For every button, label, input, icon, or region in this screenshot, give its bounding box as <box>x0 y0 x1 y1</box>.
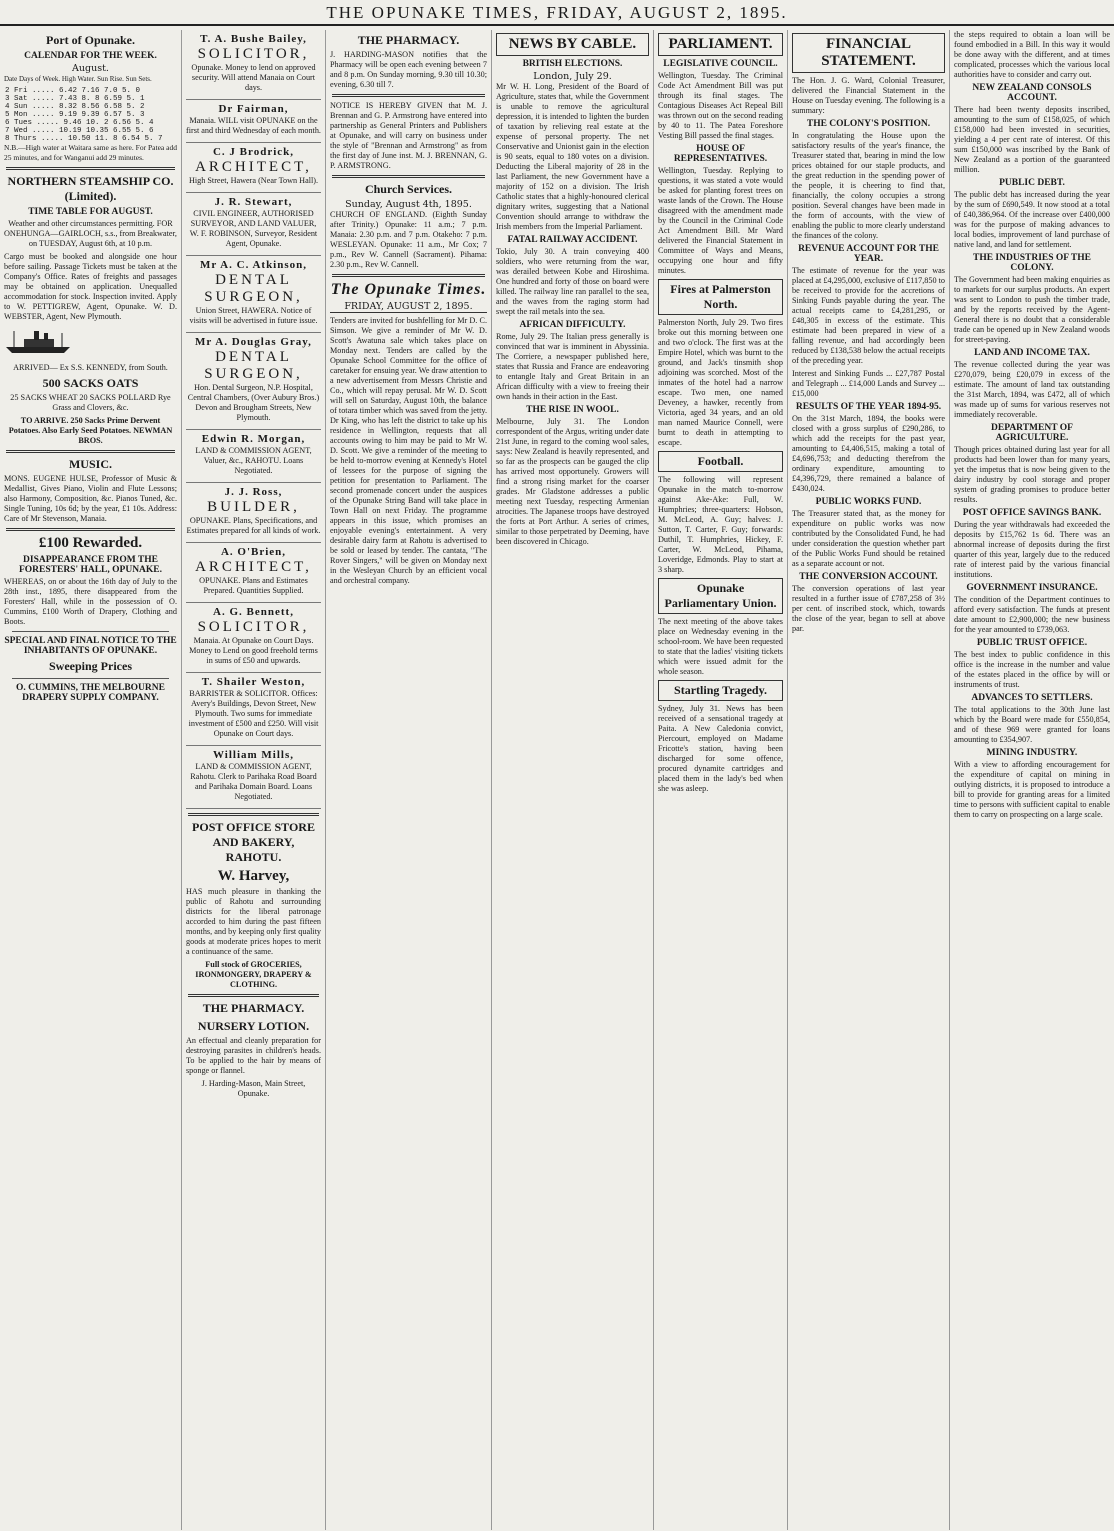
nursery-text: An effectual and cleanly preparation for destroying parasites in children's heads. To be applied to the hair by means of sponge or flannel. <box>186 1036 321 1075</box>
elections-text: Mr W. H. Long, President of the Board of Agriculture, states that, while the Government is unable to remove the agricultural depression, it is intended to lighten the burden of taxation by relieving real estate at the expense of personal property. The net Conservative and Unionist gain in the election is 90 seats, equal to 180 votes on a division. Deducting the Liberal majority of 28 in the last Parliament, the new Government have a majority of 152 on a division. The Irish Catholic states that a highly-honoured clerical dignitary writes, suggesting that a National Convention should arrange to withdraw the Irish members from the Imperial Parliament. <box>496 82 649 231</box>
elections-title: BRITISH ELECTIONS. <box>522 59 623 69</box>
tide-row <box>4 119 177 127</box>
savings-title: POST OFFICE SAVINGS BANK. <box>962 508 1102 518</box>
council-title: LEGISLATIVE COUNCIL. <box>663 59 778 69</box>
classified-ad <box>186 486 321 543</box>
ad-title: A. O'Brien, <box>220 546 287 558</box>
arrived-text: ARRIVED— Ex S.S. KENNEDY, from South. <box>13 363 168 372</box>
industries-text: The Government had been making enquiries as to markets for our surplus products. An expert was sent to London to push the timber trade, and by the reports received by the Agent-General there is no doubt that a considerable trade can be opened up in New Zealand woods for street-paving. <box>954 275 1110 344</box>
consols-title: NEW ZEALAND CONSOLS ACCOUNT. <box>972 83 1092 103</box>
settlers-title: ADVANCES TO SETTLERS. <box>971 693 1093 703</box>
loans-text: the steps required to obtain a loan will be found embodied in a Bill. In this way it would be done away with the different, and at times complicated, processes which the various local authorities have to consider and carry out. <box>954 30 1110 79</box>
house-title: HOUSE OF REPRESENTATIVES. <box>673 144 768 164</box>
mining-title: MINING INDUSTRY. <box>986 748 1078 758</box>
classified-ad <box>186 336 321 430</box>
council-text: Wellington, Tuesday. The Criminal Code Act Amendment Bill was put through its final stages. The Contagious Diseases Act Repeal Bill was thrown out on the second reading by 40 to 11. The Patea Foreshore Vesting Bill passed the final stages. <box>658 71 783 140</box>
debt-text: The public debt has increased during the year by the sum of £690,549. It now stood at a total of £40,386,964. Of the increase over £400,000 was for the purpose of making advances to local bodies, improvement of land purchase of native land, and land for settlement. <box>954 190 1110 249</box>
ad-heading: SOLICITOR, <box>197 619 310 635</box>
cable-news-title: NEWS BY CABLE. <box>496 33 649 56</box>
church-title: Church Services. <box>364 182 453 196</box>
music-text: MONS. EUGENE HULSE, Professor of Music & Medallist, Gives Piano, Violin and Flute Lessons; also Harmony, Composition, &c. Pianos Tuned, &c. Single Tuning, 10s 6d; by the year, £1 10s. Address: Care of Mr Stevenson, Manaia. <box>4 474 177 523</box>
tax-text: The revenue collected during the year was £270,079, being £20,079 in excess of the estimate. The amount of land tax outstanding the 31st March, 1894, was £472, all of which was made up of sums for various reserves not immediately recoverable. <box>954 360 1110 419</box>
ad-heading: DENTAL SURGEON, <box>204 272 303 305</box>
tide-note: N.B.—High water at Waitara same as here. For Patea add 25 minutes, and for Wanganui add 29 minutes. <box>4 143 177 162</box>
works-title: PUBLIC WORKS FUND. <box>815 497 922 507</box>
ad-text: LAND & COMMISSION AGENT, Rahotu. Clerk to Parihaka Road Board and Parihaka Domain Board. Loans Negotiated. <box>190 762 317 801</box>
african-title: AFRICAN DIFFICULTY. <box>519 320 626 330</box>
ad-title: A. G. Bennett, <box>213 606 294 618</box>
partnership-notice: NOTICE IS HEREBY GIVEN that M. J. Brennan and G. P. Armstrong have entered into partnership as General Printers and Publishers at Opunake, and will carry on business under the style of "Brennan and Armstrong" as from the first day of June inst. M. J. BRENNAN, G. P. ARMSTRONG. <box>330 101 487 170</box>
agriculture-title: DEPARTMENT OF AGRICULTURE. <box>991 423 1073 443</box>
agriculture-text: Though prices obtained during last year for all products had been lower than for many years, yet the impetus that is now being given to the dairy industry by cool storage and proper system of grading promises to produce better results. <box>954 445 1110 504</box>
debt-title: PUBLIC DEBT. <box>999 178 1065 188</box>
ad-text: BARRISTER & SOLICITOR. Offices: Avery's Buildings, Devon Street, New Plymouth. Two sums for immediate investment of £500 and £250. Will visit Opunake on Court days. <box>188 689 319 738</box>
classified-ad <box>186 33 321 100</box>
calendar-month: August. <box>72 63 109 74</box>
ad-text: Union Street, HAWERA. Notice of visits will be advertised in future issue. <box>189 306 318 325</box>
parliament-title: PARLIAMENT. <box>658 33 783 56</box>
classified-ad <box>186 103 321 143</box>
wool-text: Melbourne, July 31. The London correspondent of the Argus, writing under date 21st June, in regard to the coming wool sales, says: New Zealand is heavily represented, and so far as the prospects can be gauged the clip has arrived most opportunely. Growers will find a strong rising market for the coarser grades. Mr Gladstone addresses a public meeting next Tuesday, respecting Armenian atrocities. The Japanese troops have destroyed the forts at Port Arthur. A series of crimes, similar to those perpetrated by Deeming, have been discovered in Chicago. <box>496 417 649 546</box>
fatal-title: FATAL RAILWAY ACCIDENT. <box>507 235 638 245</box>
column-3 <box>326 30 492 1530</box>
ad-heading: ARCHITECT, <box>195 159 312 175</box>
tide-cell: 2 Fri ..... 6.42 7.16 7.0 5. 0 <box>5 87 141 95</box>
ad-heading: SOLICITOR, <box>197 46 310 62</box>
revenue-title: REVENUE ACCOUNT FOR THE YEAR. <box>798 244 939 264</box>
classified-ad <box>186 146 321 193</box>
tide-cell: 6 Tues ..... 9.46 10. 2 6.56 5. 4 <box>5 119 154 127</box>
tragedy-title: Startling Tragedy. <box>658 680 783 701</box>
ad-text: Opunake. Money to lend on approved security. Will attend Manaia on Court days. <box>191 63 316 92</box>
tide-row <box>4 103 177 111</box>
steamship-icon <box>4 329 74 355</box>
ad-title: Dr Fairman, <box>218 103 289 115</box>
union-title: Opunake Parliamentary Union. <box>658 578 783 614</box>
classified-ad <box>186 196 321 256</box>
pharmacy-title-2: THE PHARMACY. <box>202 1001 305 1015</box>
classified-ad <box>186 606 321 673</box>
ad-title: William Mills, <box>212 749 295 761</box>
steamship-title: NORTHERN STEAMSHIP CO. (Limited). <box>7 174 174 203</box>
revenue-text: The estimate of revenue for the year was placed at £4,295,000, exclusive of £117,850 to be received to provide for the accretions of Sinking Funds payable during the year. The actual receipts came to £4,281,295, or £48,305 in excess of the estimate. This estimate had been prepared in view of a falling revenue, and had accordingly been reduced by £138,538 below the actual receipts of the preceding year. <box>792 266 945 365</box>
ad-title: J. R. Stewart, <box>214 196 293 208</box>
tide-cell: 4 Sun ..... 8.32 8.56 6.58 5. 2 <box>5 103 145 111</box>
ad-title: Mr A. C. Atkinson, <box>199 259 308 271</box>
church-text: CHURCH OF ENGLAND. (Eighth Sunday after Trinity.) Opunake: 11 a.m.; 7 p.m. Manaia: 2.30 p.m. and 7 p.m. Otakeho: 7 p.m. WESLEYAN. Opunake: 11 a.m., Mr Cox; 7 p.m., Rev W. Cannell (Sacrament). Pihama: 2.30 p.m., Rev W. Cannell. <box>330 210 487 269</box>
tide-table <box>4 87 177 143</box>
tide-cell: 3 Sat ..... 7.43 8. 8 6.59 5. 1 <box>5 95 145 103</box>
ad-heading: ARCHITECT, <box>195 559 312 575</box>
disappearance-title: DISAPPEARANCE FROM THE FORESTERS' HALL, OPUNAKE. <box>18 555 163 575</box>
ad-text: OPUNAKE. Plans and Estimates Prepared. Quantities Supplied. <box>199 576 308 595</box>
music-title: MUSIC. <box>68 457 112 471</box>
cargo-text: Cargo must be booked and alongside one hour before sailing. Passage Tickets must be taken at the Company's Office. Rates of freights and passages may be obtained on application. Unequalled accommodation for stock. Inspection invited. Apply to W. PETTIGREW, Agent, Opunake. W. D. WEBSTER, Agent, New Plymouth. <box>4 252 177 321</box>
pharmacy-title: THE PHARMACY. <box>357 33 460 47</box>
ad-title: T. A. Bushe Bailey, <box>200 33 307 45</box>
reward-text: WHEREAS, on or about the 16th day of July to the 28th inst., 1895, there disappeared from the Foresters' Hall, while in the possession of O. Cummins, £100 Worth of Drapery, Clothing and Boots. <box>4 577 177 626</box>
sweeping-prices: Sweeping Prices <box>49 659 132 673</box>
elections-dateline: London, July 29. <box>533 71 612 82</box>
tide-row <box>4 87 177 95</box>
church-date: Sunday, August 4th, 1895. <box>345 199 472 210</box>
reward-title: £100 Rewarded. <box>38 535 143 551</box>
trust-title: PUBLIC TRUST OFFICE. <box>976 638 1088 648</box>
ad-text: Manaia. At Opunake on Court Days. Money to Lend on good freehold terms in sums of £50 and upwards. <box>189 636 318 665</box>
results-title: RESULTS OF THE YEAR 1894-95. <box>795 402 942 412</box>
insurance-title: GOVERNMENT INSURANCE. <box>966 583 1098 593</box>
ad-heading: DENTAL SURGEON, <box>204 349 303 382</box>
ad-text: CIVIL ENGINEER, AUTHORISED SURVEYOR, AND LAND VALUER, W. F. ROBINSON, Surveyor, Resident Agent, Opunake. <box>189 209 318 248</box>
cummins-signoff: O. CUMMINS, THE MELBOURNE DRAPERY SUPPLY COMPANY. <box>16 683 165 703</box>
tax-title: LAND AND INCOME TAX. <box>974 348 1090 358</box>
classified-ad <box>186 749 321 809</box>
tide-row <box>4 95 177 103</box>
ad-text: Manaia. WILL visit OPUNAKE on the first and third Wednesday of each month. <box>186 116 321 135</box>
financial-title: FINANCIAL STATEMENT. <box>792 33 945 73</box>
ad-text: OPUNAKE. Plans, Specifications, and Estimates prepared for all kinds of work. <box>186 516 321 535</box>
ad-text: LAND & COMMISSION AGENT, Valuer, &c., RAHOTU. Loans Negotiated. <box>195 446 312 475</box>
classified-ad <box>186 259 321 333</box>
timetable-text: Weather and other circumstances permitting. FOR ONEHUNGA—GAIRLOCH, s.s., from Breakwater, on TUESDAY, August 6th, at 10 p.m. <box>4 219 177 248</box>
port-title: Port of Opunake. <box>45 33 135 47</box>
ads-list <box>186 33 321 809</box>
tide-row <box>4 135 177 143</box>
fires-title: Fires at Palmerston North. <box>658 279 783 315</box>
conversion-title: THE CONVERSION ACCOUNT. <box>799 572 938 582</box>
savings-text: During the year withdrawals had exceeded the deposits by £15,762 1s 6d. There was an abnormal increase of deposits during the first quarter of this year, largely due to the reduced rate of interest paid by the various financial institutions. <box>954 520 1110 579</box>
financial-intro: The Hon. J. G. Ward, Colonial Treasurer, delivered the Financial Statement in the House on Tuesday evening. The following is a summary: <box>792 76 945 115</box>
ad-title: J. J. Ross, <box>224 486 283 498</box>
tide-cell: 8 Thurs ..... 10.50 11. 8 6.54 5. 7 <box>5 135 163 143</box>
mining-text: With a view to affording encouragement for the expenditure of capital on mining in outlying districts, it is proposed to introduce a bill to provide for granting areas for a limited time to persons with sufficient capital to enable them to carry on prospecting on a large scale. <box>954 760 1110 819</box>
football-title: Football. <box>658 451 783 472</box>
to-arrive-text: TO ARRIVE. 250 Sacks Prime Derwent Potatoes. Also Early Seed Potatoes. NEWMAN BROS. <box>8 416 173 445</box>
works-text: The Treasurer stated that, as the money for expenditure on public works was now contributed by the Consolidated Fund, he had under consideration the question whether part of the Public Works Fund should be retained as a separate account or not. <box>792 509 945 568</box>
union-text: The next meeting of the above takes place on Wednesday evening in the school-room. We have been requested to state that the ladies' visiting tickets which were issued admit for the whole season. <box>658 617 783 676</box>
harding-text: J. Harding-Mason, Main Street, Opunake. <box>201 1079 306 1098</box>
position-title: THE COLONY'S POSITION. <box>806 119 931 129</box>
conversion-text: The conversion operations of last year resulted in a further issue of £787,258 of 3½ per cent. of inscribed stock, which, towards the close of the year, began to sell at above par. <box>792 584 945 633</box>
consols-text: There had been twenty deposits inscribed, amounting to the sum of £158,025, of which £158,000 had been invested in securities, yielding a 4 per cent rate of interest. Of this sum £150,000 was inscribed by the Bank of New Zealand as a portion of the guaranteed million. <box>954 105 1110 174</box>
football-text: The following will represent Opunake in the match to-morrow against Ake-Ake: Full, W. Humphries; three-quarters: Hobson, M. McLeod, A. Guy; halves: J. Sutton, T. Carter, F. Guy; forwards: Duthil, T. Humphries, Hickey, F. Carter, W. McLeod, Pihama, Loveridge, Edmonds. Play to start at 3 sharp. <box>658 475 783 574</box>
ad-title: C. J Brodrick, <box>212 146 295 158</box>
special-notice: SPECIAL AND FINAL NOTICE TO THE INHABITANTS OF OPUNAKE. <box>4 636 177 656</box>
results-text: On the 31st March, 1894, the books were closed with a gross surplus of £290,286, to which add the receipts for the past year, amounting to £4,406,515, making a total of £4,696,753; and deducting therefrom the ordinary expenditure, amounting to £4,396,729, there remained a balance of £430,024. <box>792 414 945 493</box>
settlers-text: The total applications to the 30th June last which by the Board were made for £550,854, and of these 969 were granted for loans amounting to £354,907. <box>954 705 1110 744</box>
calendar-title: CALENDAR FOR THE WEEK. <box>24 51 157 61</box>
tide-header: Date Days of Week. High Water. Sun Rise. Sun Sets. <box>4 75 152 83</box>
ad-title: Mr A. Douglas Gray, <box>195 336 312 348</box>
nursery-title: NURSERY LOTION. <box>197 1019 310 1033</box>
column-7 <box>950 30 1114 1530</box>
ad-title: Edwin R. Morgan, <box>201 433 306 445</box>
fatal-text: Tokio, July 30. A train conveying 400 soldiers, who were returning from the war, was derailed between Kobe and Hiroshima. One hundred and forty of those on board were killed. The railway line ran parallel to the sea, and the waves from the raging storm had swept the rail metals into the sea. <box>496 247 649 316</box>
local-news: Tenders are invited for bushfelling for Mr D. C. Simson. We give a reminder of Mr W. D. Scott's Awatuna sale which takes place on Monday next. Tenders are called by the Opunake School Committee for the office of caretaker for ensuing year. We draw attention to a new advertisement from Messrs Christie and Co., which will repay perusal. Mr W. D. Scott will sell on Saturday, August 10th, the balance of totara timber which was saved from the jetty. Dr King, who has left the district to take up his residence in Wellington, requests that all accounts owing to him may be paid to Mr W. D. Scott. We give a reminder of the meeting to be held to-morrow evening at Kennedy's Hotel of lessees for the purpose of signing the petition for presentation to Parliament. The second promenade concert under the auspices of the Opunake String Band will take place in Town Hall on next Friday. The programme appears in this issue, which promises an enjoyable evening's entertainment. A very desirable dairy farm at Rahotu is advertised to be sold or leased by tender. The cantata, "The Rover Singers," will be given on Monday next in the Wesleyan Church by an efficient vocal and orchestral company. <box>330 316 487 585</box>
tide-row <box>4 127 177 135</box>
classified-ad <box>186 433 321 483</box>
column-1 <box>0 30 182 1530</box>
harvey-text: HAS much pleasure in thanking the public of Rahotu and surrounding districts for the liberal patronage accorded to him during the past fifteen months, and by keeping only first quality goods at moderate prices hopes to merit a continuance of the same. <box>186 887 321 956</box>
paper-title: The Opunake Times. <box>330 281 487 298</box>
fires-text: Palmerston North, July 29. Two fires broke out this morning between one and two o'clock. The first was at the Empire Hotel, which was burnt to the ground, and Jack's tinsmith shop adjoining was scorched. Most of the inmates of the hotel had a narrow escape. Two men, one named Deveney, a hawker, recently from Victoria, aged 34 years, and an old man named Maurice Connell, were burnt to death in attempting to escape. <box>658 318 783 447</box>
oats-text: 500 SACKS OATS <box>42 376 139 390</box>
wool-title: THE RISE IN WOOL. <box>526 405 619 415</box>
ad-heading: BUILDER, <box>207 499 300 515</box>
groceries-text: Full stock of GROCERIES, IRONMONGERY, DRAPERY & CLOTHING. <box>195 960 312 989</box>
african-text: Rome, July 29. The Italian press generally is convinced that war is imminent in Abyssinia. The Corriere, a newspaper published here, states that Russia and France are endeavoring to entangle Italy and Great Britain in an African difficulty with a view to freeing their own hands in their action in the East. <box>496 332 649 401</box>
harvey-title: W. Harvey, <box>217 868 290 884</box>
column-4 <box>492 30 654 1530</box>
paper-date: FRIDAY, AUGUST 2, 1895. <box>330 301 487 313</box>
column-6 <box>788 30 950 1530</box>
ad-text: High Street, Hawera (Near Town Hall). <box>188 176 319 185</box>
classified-ad <box>186 676 321 746</box>
tide-row <box>4 111 177 119</box>
position-text: In congratulating the House upon the satisfactory results of the year's finance, the Treasurer stated that, bearing in mind the low prices obtained for our staple products, and the great reduction in the spending power of the people, it is cheering to find that, financially, the colony occupies a strong position. Several changes have been made in the form of accounts, with the view of enabling the public to more clearly understand the finances of the colony. <box>792 131 945 240</box>
tide-cell: 5 Mon ..... 9.19 9.39 6.57 5. 3 <box>5 111 145 119</box>
column-5 <box>654 30 788 1530</box>
timetable-title: TIME TABLE FOR AUGUST. <box>28 207 153 217</box>
ad-text: Hon. Dental Surgeon, N.P. Hospital, Central Chambers, (Over Aubury Bros.) Devon and Brougham Streets, New Plymouth. <box>187 383 320 422</box>
house-text: Wellington, Tuesday. Replying to questions, it was stated a vote would be asked for planting forest trees on waste lands of the Crown. The House disagreed with the amendment made by the Council in the Criminal Code Act Amendment Bill. Mr Ward delivered the Financial Statement in Committee of Ways and Means, occupying one hour and fifty minutes. <box>658 166 783 275</box>
trust-text: The best index to public confidence in this office is the increase in the number and value of the estates placed in the office by will or instruments of trust. <box>954 650 1110 689</box>
wheat-text: 25 SACKS WHEAT 20 SACKS POLLARD Rye Grass and Clovers, &c. <box>10 393 171 412</box>
tragedy-text: Sydney, July 31. News has been received of a sensational tragedy at Paita. A New Caledonia convict, Piercourt, employed on Madame Fricotte's station, having been discharged for some offence, procured dynamite cartridges and placed them in the lady's bed when she was asleep. <box>658 704 783 793</box>
insurance-text: The condition of the Department continues to afford every satisfaction. The funds at present date amount to £2,900,000; the new business for the year amounted to £739,063. <box>954 595 1110 634</box>
tide-cell: 7 Wed ..... 10.19 10.35 6.55 5. 6 <box>5 127 154 135</box>
pharmacy-text: J. HARDING-MASON notifies that the Pharmacy will be open each evening between 7 and 8 p.m. On Sunday morning, 9.30 till 10.30; evening, 6.30 till 7. <box>330 50 487 89</box>
post-office-title: POST OFFICE STORE AND BAKERY, RAHOTU. <box>192 820 315 864</box>
ad-title: T. Shailer Weston, <box>201 676 306 688</box>
column-2 <box>182 30 326 1530</box>
masthead: THE OPUNAKE TIMES, FRIDAY, AUGUST 2, 1895. <box>0 0 1114 26</box>
industries-title: THE INDUSTRIES OF THE COLONY. <box>973 253 1091 273</box>
expenditure-text: Interest and Sinking Funds ... £27,787 Postal and Telegraph ... £14,000 Lands and Survey ... £15,000 <box>792 369 945 398</box>
classified-ad <box>186 546 321 603</box>
